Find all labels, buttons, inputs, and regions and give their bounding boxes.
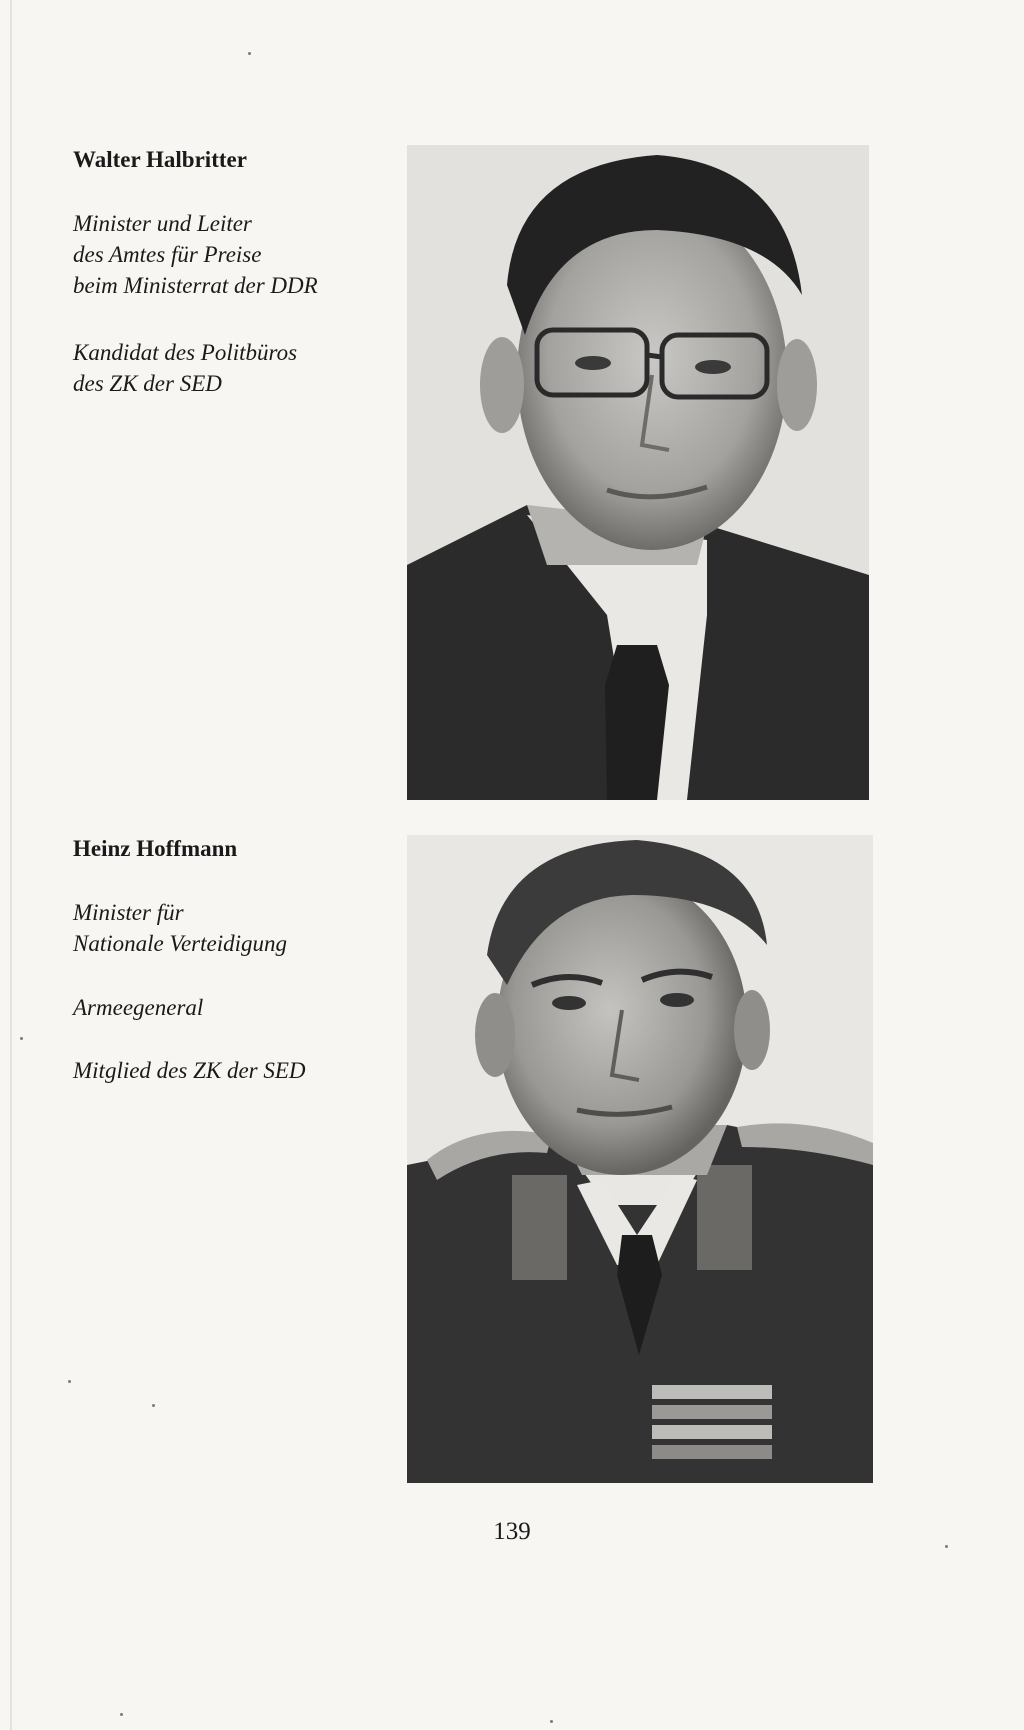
person-name: Heinz Hoffmann [73,836,238,861]
scan-speck [550,1720,553,1723]
person-role: Armeegeneral [73,995,204,1020]
person-name: Walter Halbritter [73,147,247,172]
page-edge [10,0,12,1730]
person-role: Kandidat des Politbüros des ZK der SED [73,340,298,396]
person-role: Minister für Nationale Verteidigung [73,900,288,956]
scan-speck [152,1404,155,1407]
person-role: Minister und Leiter des Amtes für Preise beim Ministerrat der DDR [73,211,318,298]
scan-speck [68,1380,71,1383]
portrait-photo-drawing [407,145,869,800]
portrait-photo [407,145,869,800]
portrait-photo-drawing [407,835,873,1483]
person-role: Mitglied des ZK der SED [73,1058,306,1083]
scan-speck [120,1713,123,1716]
portrait-photo [407,835,873,1483]
page-number: 139 [493,1518,531,1545]
scan-speck [248,52,251,55]
scan-speck [945,1545,948,1548]
scan-speck [20,1037,23,1040]
